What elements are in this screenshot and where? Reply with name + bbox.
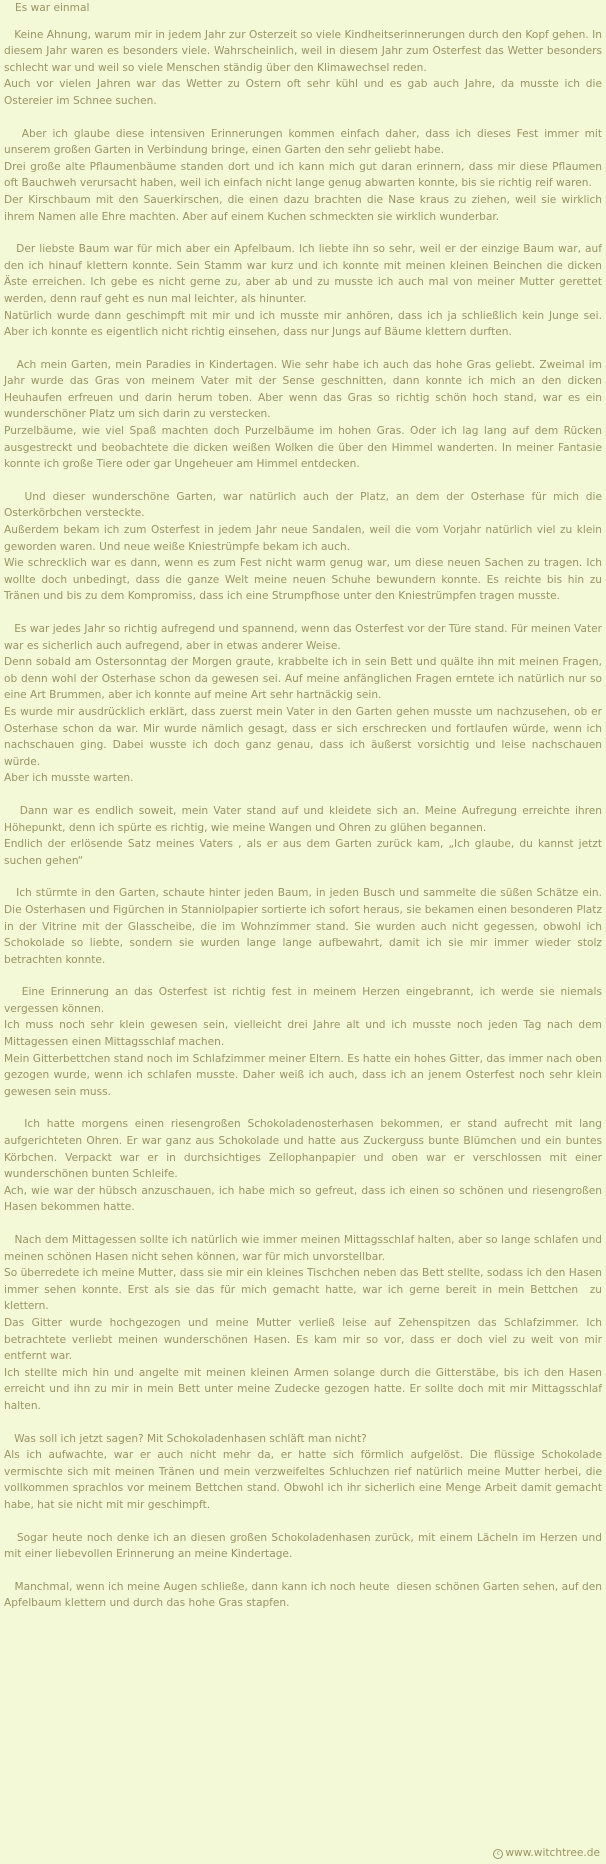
story-paragraph: Der liebste Baum war für mich aber ein Apfelbaum. Ich liebte ihn so sehr, weil er der einzige Baum war, auf den ich hinauf klettern konnte. Sein Stamm war kurz und ich konnte mit meinen kleinen Beinchen die dicken Äste erreichen. Ich gebe es nicht gerne zu, aber ab und zu musste ich auch mal von meiner Mutter gerettet werden, denn rauf geht es nun mal leichter, als hinunter. Natürlich wurde dann geschimpft mit mir und ich musste mir anhören, dass ich ja schließlich kein Junge sei. Aber ich konnte es eigentlich nicht richtig einsehen, dass nur Jungs auf Bäume klettern durften. [4, 243, 602, 339]
story-body [4, 27, 606, 1612]
story-paragraph: Es war jedes Jahr so richtig aufregend und spannend, wenn das Osterfest vor der Türe stand. Für meinen Vater war es sicherlich auch aufregend, aber in etwas anderer Weise. Denn sobald am Ostersonntag der Morgen graute, krabbelte ich in sein Bett und quälte ihn mit meinen Fragen, ob denn wohl der Osterhase schon da gewesen sei. Auf meine anfänglichen Fragen erntete ich natürlich nur so eine Art Brummen, aber ich konnte auf meine Art sehr hartnäckig sein. Es wurde mir ausdrücklich erklärt, dass zuerst mein Vater in den Garten gehen musste um nachzusehen, ob er Osterhase schon da war. Mir wurde nämlich gesagt, dass er sich erschrecken und fortlaufen würde, wenn ich nachschauen ging. Dabei wusste ich doch ganz genau, dass ich äußerst vorsichtig und leise nachschauen würde. Aber ich musste warten. [4, 623, 602, 785]
story-title: Es war einmal [15, 2, 90, 14]
story-paragraph: Ach mein Garten, mein Paradies in Kindertagen. Wie sehr habe ich auch das hohe Gras geliebt. Zweimal im Jahr wurde das Gras von meinem Vater mit der Sense geschnitten, dann konnte ich mich an den dicken Heuhaufen erfreuen und darin herum toben. Aber wenn das Gras so richtig schön hoch stand, war es ein wunderschöner Platz um sich darin zu verstecken. Purzelbäume, wie viel Spaß machten doch Purzelbäume im hohen Gras. Oder ich lag lang auf dem Rücken ausgestreckt und beobachtete die dicken weißen Wolken die über den Himmel wanderten. In meiner Fantasie konnte ich große Tiere oder gar Ungeheuer am Himmel entdecken. [4, 358, 602, 471]
story-paragraph: Aber ich glaube diese intensiven Erinnerungen kommen einfach daher, dass ich dieses Fest immer mit unserem großen Garten in Verbindung bringe, einen Garten den sehr geliebt habe. Drei große alte Pflaumenbäume standen dort und ich kann mich gut daran erinnern, dass mir diese Pflaumen oft Bauchweh verursacht haben, weil ich einfach nicht lange genug abwarten konnte, bis sie richtig reif waren. Der Kirschbaum mit den Sauerkirschen, die einen dazu brachten die Nase kraus zu ziehen, weil sie wirklich ihrem Namen alle Ehre machten. Aber auf einem Kuchen schmeckten sie wirklich wunderbar. [4, 127, 602, 223]
story-paragraph: Nach dem Mittagessen sollte ich natürlich wie immer meinen Mittagsschlaf halten, aber so lange schlafen und meinen schönen Hasen nicht sehen können, war für mich unvorstellbar. So überredete ich meine Mutter, dass sie mir ein kleines Tischchen neben das Bett stellte, sodass ich den Hasen immer sehen konnte. Erst als sie das für mich gemacht hatte, war ich gerne bereit in mein Bettchen zu klettern. Das Gitter wurde hochgezogen und meine Mutter verließ leise auf Zehenspitzen das Schlafzimmer. Ich betrachtete verliebt meinen wunderschönen Hasen. Es kam mir so vor, dass er doch viel zu weit von mir entfernt war. Ich stellte mich hin und angelte mit meinen kleinen Armen solange durch die Gitterstäbe, bis ich den Hasen erreicht und ihn zu mir in mein Bett unter meine Zudecke gezogen hatte. Er sollte doch mit mir Mittagsschlaf halten. [4, 1234, 603, 1412]
story-paragraph: Keine Ahnung, warum mir in jedem Jahr zur Osterzeit so viele Kindheitserinnerungen durch den Kopf gehen. In diesem Jahr waren es besonders viele. Wahrscheinlich, weil in diesem Jahr zum Osterfest das Wetter besonders schlecht war und weil so viele Menschen ständig über den Klimawechsel reden. Auch vor vielen Jahren war das Wetter zu Ostern oft sehr kühl und es gab auch Jahre, da musste ich die Ostereier im Schnee suchen. [4, 28, 602, 107]
story-paragraph: Sogar heute noch denke ich an diesen großen Schokoladenhasen zurück, mit einem Lächeln im Herzen und mit einer liebevollen Erinnerung an meine Kindertage. [4, 1531, 606, 1561]
story-paragraph: Dann war es endlich soweit, mein Vater stand auf und kleidete sich an. Meine Aufregung erreichte ihren Höhepunkt, denn ich spürte es richtig, wie meine Wangen und Ohren zu glühen begannen. Endlich der erlösende Satz meines Vaters , als er aus dem Garten zurück kam, „Ich glaube, du kannst jetzt suchen gehen“ [4, 804, 602, 867]
story-paragraph: Und dieser wunderschöne Garten, war natürlich auch der Platz, an dem der Osterhase für mich die Osterkörbchen versteckte. Außerdem bekam ich zum Osterfest in jedem Jahr neue Sandalen, weil die vom Vorjahr natürlich viel zu klein geworden waren. Und neue weiße Kniestrümpfe bekam ich auch. Wie schrecklich war es dann, wenn es zum Fest nicht warm genug war, um diese neuen Sachen zu tragen. Ich wollte doch unbedingt, dass die ganze Welt meine neuen Schuhe bewundern konnte. Es reichte bis hin zu Tränen und bis zu dem Kompromiss, dass ich eine Strumpfhose unter den Kniestrümpfen tragen musste. [4, 490, 602, 603]
story-paragraph: Ich stürmte in den Garten, schaute hinter jeden Baum, in jeden Busch und sammelte die süßen Schätze ein. Die Osterhasen und Figürchen in Stanniolpapier sortierte ich sofort heraus, sie bekamen einen besonderen Platz in der Vitrine mit der Glasscheibe, die im Wohnzimmer stand. Sie wurden auch nicht gegessen, obwohl ich Schokolade so liebte, sondern sie wurden lange lange aufbewahrt, damit ich sie mir immer wieder stolz betrachten konnte. [4, 887, 606, 966]
story-paragraph: Ich hatte morgens einen riesengroßen Schokoladenosterhasen bekommen, er stand aufrecht mit lang aufgerichteten Ohren. Er war ganz aus Schokolade und hatte aus Zuckerguss bunte Blümchen und ein buntes Körbchen. Verpackt war er in durchsichtiges Zellophanpapier und oben war er verschlossen mit einer wunderschönen bunten Schleife. Ach, wie war der hübsch anzuschauen, ich habe mich so gefreut, dass ich einen so schönen und riesengroßen Hasen bekommen hatte. [4, 1118, 602, 1214]
copyright-footer [493, 1845, 600, 1862]
story-paragraph: Eine Erinnerung an das Osterfest ist richtig fest in meinem Herzen eingebrannt, ich werde sie niemals vergessen können. Ich muss noch sehr klein gewesen sein, vielleicht drei Jahre alt und ich musste noch jeden Tag nach dem Mittagessen einen Mittagsschlaf machen. Mein Gitterbettchen stand noch im Schlafzimmer meiner Eltern. Es hatte ein hohes Gitter, das immer nach oben gezogen wurde, wenn ich schlafen musste. Daher weiß ich auch, dass ich an jenem Osterfest noch sehr klein gewesen sein muss. [4, 986, 602, 1098]
copyright-icon: c [493, 1849, 503, 1859]
site-link[interactable]: www.witchtree.de [505, 1847, 600, 1860]
story-paragraph: Was soll ich jetzt sagen? Mit Schokoladenhasen schläft man nicht? Als ich aufwachte, war er auch nicht mehr da, er hatte sich förmlich aufgelöst. Die flüssige Schokolade vermischte sich mit meinen Tränen und mein verzweifeltes Schluchzen rief natürlich meine Mutter herbei, die vollkommen sprachlos vor meinem Bettchen stand. Obwohl ich ihr sicherlich eine Menge Arbeit damit gemacht habe, hat sie nicht mit mir geschimpft. [4, 1432, 602, 1511]
story-paragraph: Manchmal, wenn ich meine Augen schließe, dann kann ich noch heute diesen schönen Garten sehen, auf den Apfelbaum klettern und durch das hohe Gras stapfen. [4, 1580, 606, 1610]
